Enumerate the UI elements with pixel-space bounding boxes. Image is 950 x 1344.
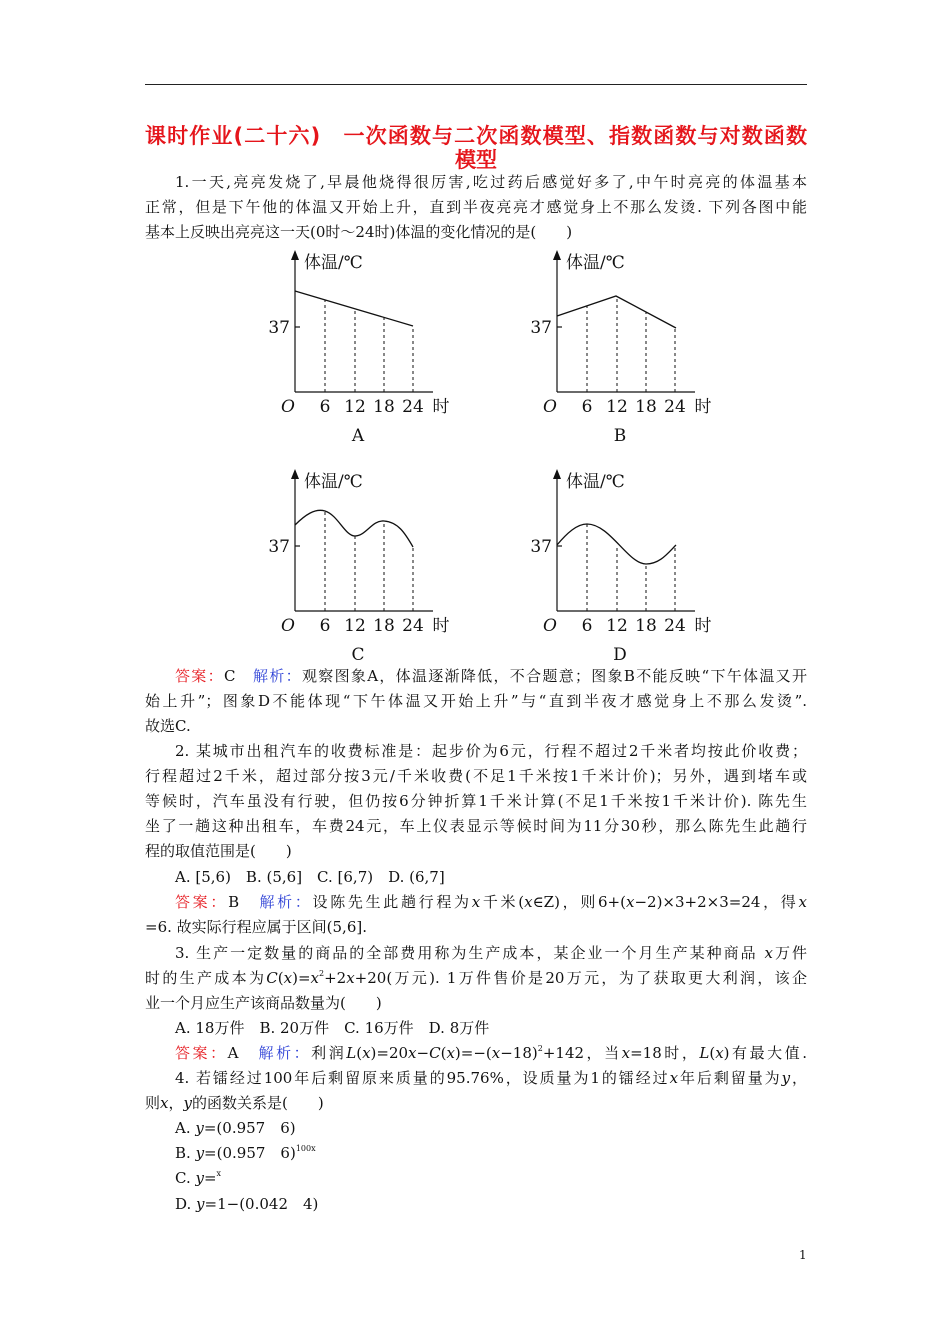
- y-axis-arrow-icon: [553, 469, 561, 479]
- text-segment: B.: [175, 1144, 196, 1162]
- text-segment: 故选C.: [145, 717, 191, 735]
- answer-label: ：: [210, 1044, 228, 1062]
- text-segment: x: [446, 1044, 455, 1062]
- text-segment: C: [266, 969, 278, 987]
- text-segment: +142，当: [542, 1044, 622, 1062]
- text-segment: 2. 某城市出租汽车的收费标准是：起步价为6元，行程不超过2千米者均按此价收费；: [175, 742, 807, 760]
- text-line: [145, 791, 807, 811]
- text-segment: =(0.957 6): [204, 1144, 296, 1162]
- text-segment: 的函数关系是( ): [191, 1094, 324, 1112]
- answer-label: ：: [210, 893, 229, 911]
- text-segment: x: [310, 969, 319, 987]
- graph-panel-d: [530, 469, 711, 665]
- text-segment: x: [471, 893, 481, 911]
- x-tick-label: 18: [373, 397, 395, 417]
- text-segment: −2)×3+2×3=24，得: [634, 893, 799, 911]
- page-number: 1: [799, 1248, 807, 1262]
- text-segment: y: [781, 1069, 791, 1087]
- text-segment: x: [362, 1044, 371, 1062]
- text-segment: 1.一天,亮亮发烧了,早晨他烧得很厉害,吃过药后感觉好多了,中午时亮亮的体温基本: [175, 173, 807, 191]
- text-segment: 利润: [311, 1044, 347, 1062]
- text-segment: ∈Z)，则6+(: [532, 893, 626, 911]
- y-axis-label: 体温/℃: [566, 253, 625, 273]
- text-segment: (: [356, 1044, 363, 1062]
- text-segment: =: [203, 1169, 217, 1187]
- x-tick-label: 18: [373, 616, 395, 636]
- origin-label: O: [543, 397, 557, 417]
- graph-panel-c: [268, 469, 449, 665]
- text-segment: x: [491, 1044, 501, 1062]
- y-tick-label: 37: [530, 318, 552, 338]
- panel-label: C: [351, 645, 365, 665]
- text-segment: A. [5,6) B. (5,6] C. [6,7) D. (6,7]: [175, 868, 445, 886]
- text-line: [145, 716, 191, 736]
- x-tick-label: 6: [319, 397, 331, 417]
- panel-label: D: [613, 645, 627, 665]
- y-axis-label: 体温/℃: [566, 472, 625, 492]
- origin-label: O: [281, 397, 295, 417]
- text-segment: )=: [292, 969, 311, 987]
- text-segment: x: [764, 944, 773, 962]
- text-segment: 等候时，汽车虽没有行驶，但仍按6分钟折算1千米计算(不足1千米按1千米计价). 陈先生: [145, 792, 807, 810]
- text-segment: =(0.957 6): [203, 1119, 296, 1137]
- x-unit-label: 时: [432, 397, 450, 417]
- page-title-continued: 模型: [455, 148, 497, 172]
- text-segment: A: [227, 1044, 259, 1062]
- text-segment: x: [160, 1094, 169, 1112]
- analysis-label: 解析: [258, 1044, 294, 1062]
- x-tick-label: 24: [402, 616, 424, 636]
- text-segment: A.: [175, 1119, 196, 1137]
- analysis-label: ：: [293, 1044, 312, 1062]
- y-axis-arrow-icon: [553, 250, 561, 260]
- text-segment: −18): [500, 1044, 538, 1062]
- x-tick-label: 24: [664, 397, 686, 417]
- answer-label: 答案: [175, 1044, 211, 1062]
- text-segment: −: [416, 1044, 430, 1062]
- answer-label: 答案: [175, 893, 211, 911]
- text-segment: C.: [175, 1169, 196, 1187]
- text-line: [175, 1018, 489, 1038]
- text-segment: y: [183, 1094, 192, 1112]
- text-line: [175, 1068, 807, 1088]
- text-segment: L: [346, 1044, 357, 1062]
- text-segment: y: [195, 1119, 204, 1137]
- text-line: [175, 892, 807, 912]
- text-line: [145, 197, 807, 217]
- text-segment: D.: [175, 1195, 197, 1213]
- text-line: [175, 741, 807, 761]
- text-segment: 坐了一趟这种出租车，车费24元，车上仪表显示等候时间为11分30秒，那么陈先生此趟行: [145, 817, 807, 835]
- answer-label: 答案: [175, 667, 208, 685]
- y-axis-arrow-icon: [291, 250, 299, 260]
- text-line: [145, 917, 367, 937]
- y-tick-label: 37: [268, 318, 290, 338]
- x-tick-label: 12: [344, 397, 366, 417]
- text-segment: 行程超过2千米，超过部分按3元/千米收费(不足1千米按1千米计价)；另外，遇到堵车或: [145, 767, 807, 785]
- analysis-label: ：: [294, 893, 313, 911]
- temperature-curve: [295, 510, 413, 547]
- text-segment: B: [228, 893, 260, 911]
- y-axis-label: 体温/℃: [304, 472, 363, 492]
- text-segment: =18时，: [630, 1044, 700, 1062]
- x-tick-label: 12: [606, 616, 628, 636]
- y-tick-label: 37: [530, 537, 552, 557]
- panel-label: B: [613, 426, 627, 446]
- text-segment: +20(万元). 1万件售价是20万元，为了获取更大利润，该企: [354, 969, 807, 987]
- text-segment: A. 18万件 B. 20万件 C. 16万件 D. 8万件: [175, 1019, 490, 1037]
- text-line: [175, 1118, 296, 1138]
- text-line: [175, 1168, 221, 1188]
- text-segment: 基本上反映出亮亮这一天(0时～24时)体温的变化情况的是( ): [145, 223, 573, 241]
- text-line: [175, 867, 445, 887]
- graph-panel-b: [530, 250, 711, 446]
- text-segment: x: [408, 1044, 417, 1062]
- temperature-curve: [557, 524, 676, 564]
- x-unit-label: 时: [694, 616, 712, 636]
- text-segment: ，: [168, 1094, 184, 1112]
- text-segment: L: [699, 1044, 710, 1062]
- x-tick-label: 24: [664, 616, 686, 636]
- x-tick-label: 6: [581, 397, 593, 417]
- text-line: [145, 691, 807, 711]
- x-unit-label: 时: [432, 616, 450, 636]
- y-axis-label: 体温/℃: [304, 253, 363, 273]
- text-line: [145, 841, 292, 861]
- text-segment: 2: [318, 969, 325, 978]
- text-segment: x: [669, 1069, 679, 1087]
- text-segment: 100x: [295, 1144, 316, 1153]
- text-segment: ，: [790, 1069, 807, 1087]
- text-line: [145, 968, 807, 988]
- text-line: [175, 1043, 807, 1063]
- text-segment: x: [621, 1044, 631, 1062]
- text-segment: y: [196, 1195, 205, 1213]
- text-segment: 年后剩留量为: [678, 1069, 782, 1087]
- text-line: [175, 943, 807, 963]
- text-segment: 程的取值范围是( ): [145, 842, 292, 860]
- text-segment: x: [524, 893, 533, 911]
- text-segment: 观察图象A，体温逐渐降低，不合题意；图象B不能反映“下午体温又开: [301, 667, 807, 685]
- text-line: [145, 766, 807, 786]
- text-segment: )=−(: [454, 1044, 492, 1062]
- text-line: [175, 666, 807, 686]
- analysis-label: 解析: [259, 893, 295, 911]
- text-segment: x: [798, 893, 807, 911]
- text-segment: y: [195, 1144, 205, 1162]
- text-segment: 设陈先生此趟行程为: [312, 893, 472, 911]
- text-segment: 业一个月应生产该商品数量为( ): [145, 994, 382, 1012]
- text-segment: =1−(0.042 4): [204, 1195, 319, 1213]
- x-tick-label: 12: [344, 616, 366, 636]
- text-segment: y: [195, 1169, 204, 1187]
- analysis-label: ：: [285, 667, 302, 685]
- text-segment: x: [346, 969, 355, 987]
- text-line: [175, 1194, 318, 1214]
- graph-panel-a: [268, 250, 449, 446]
- text-segment: x: [216, 1169, 222, 1178]
- origin-label: O: [543, 616, 557, 636]
- analysis-label: 解析: [253, 667, 286, 685]
- text-segment: (: [709, 1044, 716, 1062]
- text-segment: 则: [145, 1094, 161, 1112]
- panel-label: A: [351, 426, 365, 446]
- text-line: [175, 1143, 316, 1163]
- x-tick-label: 18: [635, 616, 657, 636]
- x-tick-label: 24: [402, 397, 424, 417]
- temperature-curve: [295, 291, 413, 326]
- x-unit-label: 时: [694, 397, 712, 417]
- text-segment: C: [429, 1044, 441, 1062]
- text-segment: 正常，但是下午他的体温又开始上升，直到半夜亮亮才感觉身上不那么发烫. 下列各图中能: [145, 198, 807, 216]
- y-tick-label: 37: [268, 537, 290, 557]
- x-tick-label: 6: [319, 616, 331, 636]
- origin-label: O: [281, 616, 295, 636]
- text-segment: 万件: [772, 944, 807, 962]
- text-segment: )有最大值.: [723, 1044, 807, 1062]
- text-segment: 4. 若镭经过100年后剩留原来质量的95.76%，设质量为1的镭经过: [175, 1069, 670, 1087]
- text-segment: x: [625, 893, 635, 911]
- text-line: [175, 172, 807, 192]
- text-segment: 2: [537, 1044, 543, 1053]
- answer-label: ：: [207, 667, 224, 685]
- text-segment: 3. 生产一定数量的商品的全部费用称为生产成本，某企业一个月生产某种商品: [175, 944, 765, 962]
- text-segment: (: [440, 1044, 447, 1062]
- text-segment: =6. 故实际行程应属于区间(5,6].: [145, 918, 367, 936]
- text-line: [145, 993, 382, 1013]
- text-segment: 千米(: [480, 893, 525, 911]
- text-segment: x: [283, 969, 293, 987]
- text-segment: 始上升”；图象D不能体现“下午体温又开始上升”与“直到半夜才感觉身上不那么发烫”.: [145, 692, 807, 710]
- x-tick-label: 18: [635, 397, 657, 417]
- text-segment: )=20: [370, 1044, 409, 1062]
- text-segment: 时的生产成本为: [145, 969, 267, 987]
- text-line: [145, 1093, 324, 1113]
- x-tick-label: 6: [581, 616, 593, 636]
- text-segment: (: [277, 969, 284, 987]
- page-title: 课时作业(二十六) 一次函数与二次函数模型、指数函数与对数函数: [145, 124, 807, 148]
- text-segment: x: [715, 1044, 724, 1062]
- text-segment: C: [223, 667, 254, 685]
- text-line: [145, 222, 572, 242]
- text-line: [145, 816, 807, 836]
- y-axis-arrow-icon: [291, 469, 299, 479]
- x-tick-label: 12: [606, 397, 628, 417]
- text-segment: +2: [324, 969, 347, 987]
